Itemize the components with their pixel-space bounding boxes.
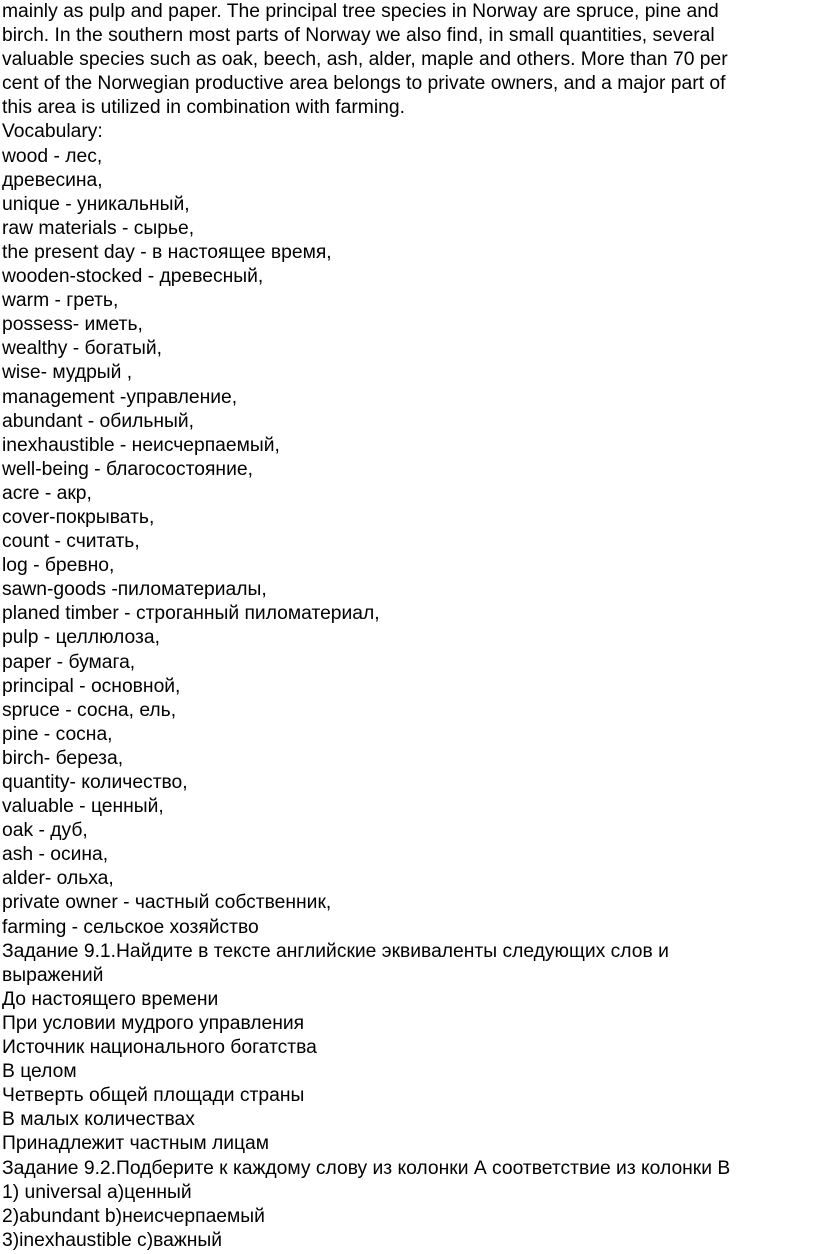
vocabulary-section	[2, 120, 812, 939]
task-item: Принадлежит частным лицам	[2, 1133, 269, 1155]
vocabulary-item: warm - греть,	[2, 290, 119, 312]
vocabulary-heading: Vocabulary:	[2, 121, 103, 143]
task-item: Четверть общей площади страны	[2, 1085, 305, 1107]
vocabulary-item: valuable - ценный,	[2, 796, 164, 818]
vocabulary-item: wooden-stocked - древесный,	[2, 266, 264, 288]
vocabulary-item: wise- мудрый ,	[2, 362, 133, 384]
paragraph-line: this area is utilized in combination with farming.	[2, 97, 405, 119]
vocabulary-item: the present day - в настоящее время,	[2, 241, 332, 263]
vocabulary-item: sawn-goods -пиломатериалы,	[2, 579, 267, 601]
paragraph-line: mainly as pulp and paper. The principal tree species in Norway are spruce, pine and	[2, 1, 719, 22]
task-title: Задание 9.2.Подберите к каждому слову из колонки А соответствие из колонки В	[2, 1157, 731, 1179]
vocabulary-item: management -управление,	[2, 386, 238, 408]
task-item: В целом	[2, 1061, 77, 1083]
vocabulary-item: acre - акр,	[2, 482, 92, 504]
vocabulary-item: well-being - благосостояние,	[2, 458, 253, 480]
document-page	[2, 0, 812, 1253]
task-item: В малых количествах	[2, 1109, 195, 1131]
paragraph-line: cent of the Norwegian productive area belongs to private owners, and a major part of	[2, 73, 726, 95]
task-title-line: Задание 9.1.Найдите в тексте английские эквиваленты следующих слов и	[2, 940, 669, 962]
matching-item: 3)inexhaustible c)важный	[2, 1229, 223, 1251]
intro-paragraph	[2, 0, 812, 120]
vocabulary-item: principal - основной,	[2, 675, 181, 697]
task-9-1-section	[2, 940, 812, 1157]
vocabulary-item: quantity- количество,	[2, 772, 188, 793]
vocabulary-item: unique - уникальный,	[2, 193, 190, 215]
vocabulary-item: planed timber - строганный пиломатериал,	[2, 603, 380, 625]
vocabulary-item: abundant - обильный,	[2, 410, 195, 432]
vocabulary-item: pine - сосна,	[2, 723, 113, 745]
task-item: Источник национального богатства	[2, 1037, 317, 1059]
matching-item: 1) universal a)ценный	[2, 1181, 192, 1203]
vocabulary-item: pulp - целлюлоза,	[2, 627, 160, 649]
paragraph-line: valuable species such as oak, beech, ash, alder, maple and others. More than 70 per	[2, 49, 728, 71]
vocabulary-item: private owner - частный собственник,	[2, 892, 332, 914]
task-9-2-section	[2, 1157, 812, 1253]
vocabulary-item: oak - дуб,	[2, 820, 88, 842]
matching-item: 2)abundant b)неисчерпаемый	[2, 1205, 265, 1227]
vocabulary-item: possess- иметь,	[2, 314, 143, 336]
task-item: До настоящего времени	[2, 988, 219, 1010]
vocabulary-item: inexhaustible - неисчерпаемый,	[2, 434, 280, 456]
vocabulary-item: spruce - сосна, ель,	[2, 699, 177, 721]
paragraph-line: birch. In the southern most parts of Norway we also find, in small quantities, several	[2, 25, 715, 47]
task-item: При условии мудрого управления	[2, 1012, 305, 1034]
vocabulary-item: raw materials - сырье,	[2, 217, 195, 239]
vocabulary-item: birch- береза,	[2, 747, 124, 769]
task-title-line: выражений	[2, 964, 104, 986]
vocabulary-item: cover-покрывать,	[2, 506, 155, 528]
vocabulary-item: ash - осина,	[2, 844, 109, 866]
vocabulary-item: paper - бумага,	[2, 651, 136, 673]
vocabulary-item: log - бревно,	[2, 555, 115, 577]
vocabulary-item: wealthy - богатый,	[2, 338, 163, 360]
vocabulary-item: alder- ольха,	[2, 868, 114, 890]
vocabulary-item: древесина,	[2, 169, 103, 191]
vocabulary-item: count - считать,	[2, 531, 140, 553]
vocabulary-item: wood - лес,	[2, 145, 103, 167]
vocabulary-item: farming - сельское хозяйство	[2, 916, 259, 938]
